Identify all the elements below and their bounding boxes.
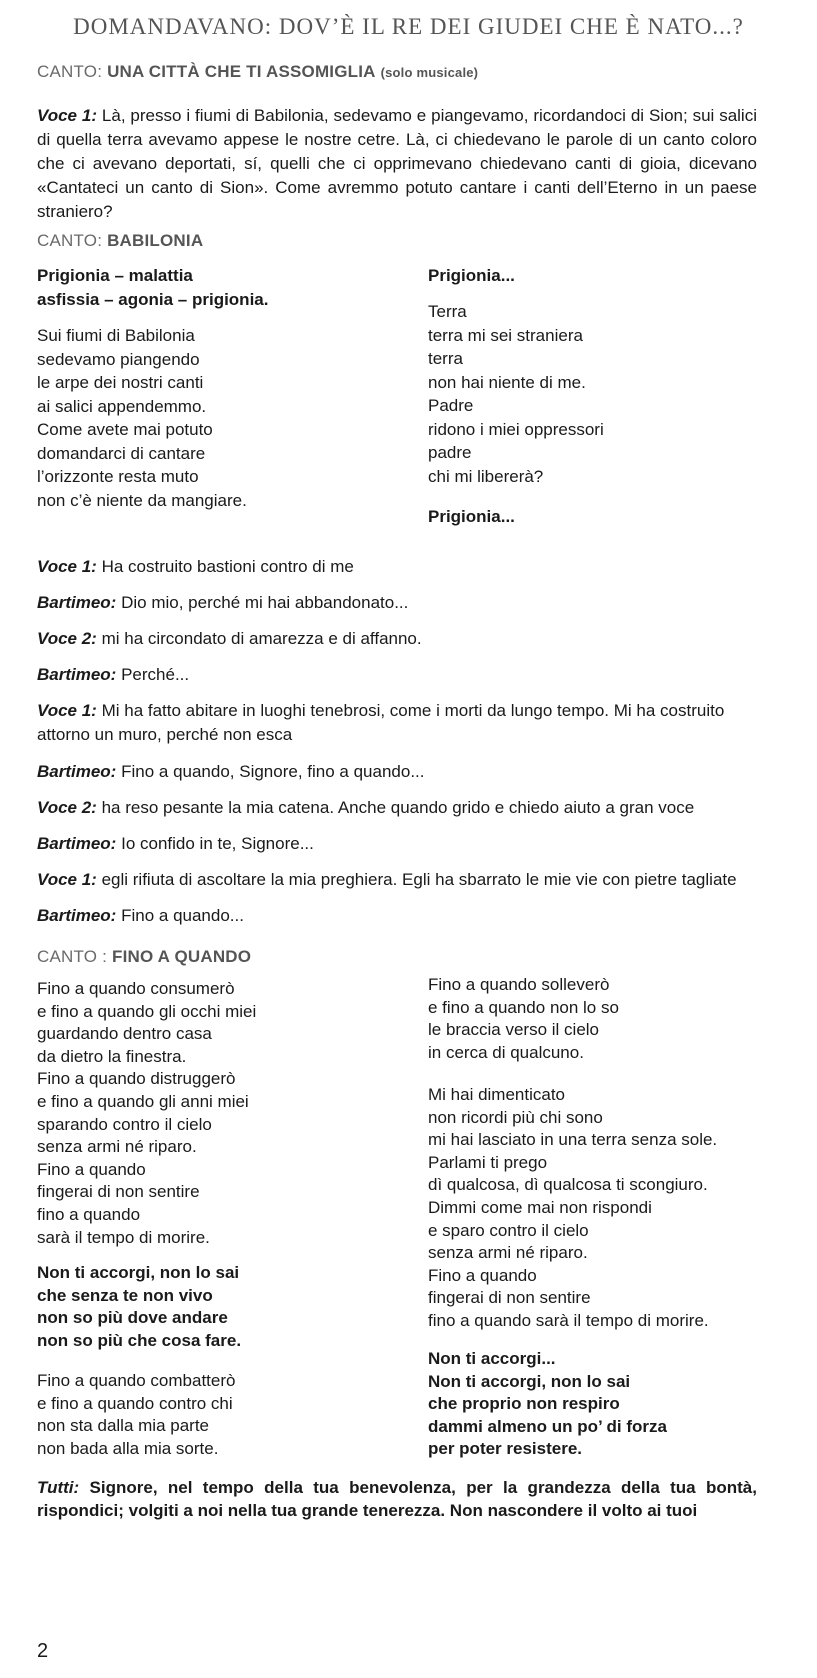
speaker-label: Bartimeo: xyxy=(37,834,117,853)
canto-name: FINO A QUANDO xyxy=(111,947,252,966)
lyric-line: Fino a quando distruggerò xyxy=(37,1069,236,1089)
dialogue-line xyxy=(37,796,777,820)
dialogue-line xyxy=(37,663,777,687)
lyric-line: e fino a quando gli anni miei xyxy=(37,1091,249,1111)
lyric-line: dammi almeno un po’ di forza xyxy=(428,1416,667,1436)
dialogue-line xyxy=(37,699,762,747)
lyric-line: che senza te non vivo xyxy=(37,1285,213,1305)
speaker-text: Mi ha fatto abitare in luoghi tenebrosi, come i morti da lungo tempo. Mi ha costruito attorno un muro, perché non esca xyxy=(37,701,725,744)
lyric-line: non c’è niente da mangiare. xyxy=(37,490,247,510)
lyric-line: non so più che cosa fare. xyxy=(37,1330,242,1350)
page-number: 2 xyxy=(37,1640,49,1662)
lyric-line: Non ti accorgi, non lo sai xyxy=(428,1371,631,1391)
dialogue-line xyxy=(37,868,777,892)
lyric-line: fingerai di non sentire xyxy=(37,1182,200,1202)
lyric-line: che proprio non respiro xyxy=(428,1394,620,1414)
lyric-line: e fino a quando gli occhi miei xyxy=(37,1001,257,1021)
canto-name: UNA CITTÀ CHE TI ASSOMIGLIA xyxy=(107,62,376,81)
canto-heading-2 xyxy=(37,231,203,251)
lyric-line: chi mi libererà? xyxy=(428,466,544,486)
lyric-line: l’orizzonte resta muto xyxy=(37,467,199,486)
lyric-line: fino a quando xyxy=(37,1204,141,1224)
canto-note: (solo musicale) xyxy=(380,65,479,80)
speaker-label: Voce 1: xyxy=(37,106,98,125)
lyric-line: Non ti accorgi... xyxy=(428,1349,556,1368)
lyric-line: sparando contro il cielo xyxy=(37,1114,212,1134)
speaker-text: egli rifiuta di ascoltare la mia preghiera. Egli ha sbarrato le mie vie con pietre tagliate xyxy=(101,870,737,889)
speaker-label: Bartimeo: xyxy=(37,593,117,612)
speaker-label: Voce 2: xyxy=(37,629,97,648)
canto-heading-3 xyxy=(37,947,251,967)
lyric-line: Fino a quando xyxy=(428,1265,537,1285)
speaker-label: Bartimeo: xyxy=(37,762,117,781)
fino-right-verse-1 xyxy=(428,974,788,1064)
lyric-line: non ricordi più chi sono xyxy=(428,1107,603,1127)
babilonia-right-verse xyxy=(428,300,788,488)
lyric-line: terra mi sei straniera xyxy=(428,325,583,345)
lyric-line: Dimmi come mai non rispondi xyxy=(428,1197,652,1217)
lyric-line: terra xyxy=(428,349,463,368)
lyric-line: non sta dalla mia parte xyxy=(37,1416,209,1436)
lyric-line: Fino a quando consumerò xyxy=(37,979,235,998)
page-title: DOMANDAVANO: DOV’È IL RE DEI GIUDEI CHE È NATO...? xyxy=(73,14,744,39)
fino-left-verse-2 xyxy=(37,1370,397,1460)
fino-left-refrain xyxy=(37,1262,397,1352)
lyric-line: senza armi né riparo. xyxy=(428,1243,588,1263)
dialogue-line xyxy=(37,555,777,579)
dialogue-line xyxy=(37,904,777,928)
speaker-text: Fino a quando, Signore, fino a quando... xyxy=(121,762,425,781)
babilonia-right-refrain-bottom xyxy=(428,505,788,529)
lyric-line: Non ti accorgi, non lo sai xyxy=(37,1263,240,1282)
lyric-line: per poter resistere. xyxy=(428,1439,583,1459)
speaker-label: Tutti: xyxy=(37,1478,80,1497)
lyric-line: Prigionia... xyxy=(428,507,515,526)
speaker-text: Là, presso i fiumi di Babilonia, sedevamo e piangevamo, ricordandoci di Sion; sui salici di quella terra avevamo appese le nostre cetre. Là, ci chiedevano le parole di un canto coloro che ci avevano deportati, sí, quelli che ci opprimevano chiedevano canti di gioia, dicevano «Cantateci un canto di Sion». Come avremmo potuto cantare i canti dell’Eterno in un paese straniero? xyxy=(37,106,757,221)
fino-right-refrain xyxy=(428,1348,788,1461)
lyric-line: Fino a quando solleverò xyxy=(428,975,610,994)
lyric-line: da dietro la finestra. xyxy=(37,1046,187,1066)
lyric-line: Parlami ti prego xyxy=(428,1152,548,1172)
lyric-line: e sparo contro il cielo xyxy=(428,1220,589,1240)
lyric-line: senza armi né riparo. xyxy=(37,1137,197,1157)
canto-prefix: CANTO : xyxy=(37,947,108,966)
speaker-label: Voce 1: xyxy=(37,557,97,576)
lyric-line: Prigionia – malattia xyxy=(37,266,193,285)
lyric-line: fino a quando sarà il tempo di morire. xyxy=(428,1310,709,1330)
fino-right-verse-2 xyxy=(428,1084,788,1333)
lyric-line: fingerai di non sentire xyxy=(428,1288,591,1308)
canto-name: BABILONIA xyxy=(107,231,204,250)
lyric-line: non hai niente di me. xyxy=(428,372,586,392)
speaker-text: Perché... xyxy=(121,665,190,684)
babilonia-left-verse xyxy=(37,324,397,512)
speaker-text: Fino a quando... xyxy=(121,906,244,925)
lyric-line: Mi hai dimenticato xyxy=(428,1085,566,1104)
lyric-line: mi hai lasciato in una terra senza sole. xyxy=(428,1130,718,1150)
speaker-text: ha reso pesante la mia catena. Anche quando grido e chiedo aiuto a gran voce xyxy=(101,798,695,817)
lyric-line: le arpe dei nostri canti xyxy=(37,373,204,392)
lyric-line: Fino a quando combatterò xyxy=(37,1371,236,1390)
lyric-line: sedevamo piangendo xyxy=(37,349,200,369)
babilonia-right-refrain-top xyxy=(428,264,788,288)
speaker-text: Ha costruito bastioni contro di me xyxy=(101,557,354,576)
dialogue-line xyxy=(37,627,777,651)
speaker-label: Bartimeo: xyxy=(37,906,117,925)
lyric-line: asfissia – agonia – prigionia. xyxy=(37,289,269,309)
lyric-line: e fino a quando contro chi xyxy=(37,1393,233,1413)
lyric-line: ridono i miei oppressori xyxy=(428,419,604,439)
speaker-label: Voce 2: xyxy=(37,798,97,817)
lyric-line: sarà il tempo di morire. xyxy=(37,1227,210,1247)
fino-left-verse-1 xyxy=(37,978,397,1249)
dialogue-line xyxy=(37,591,777,615)
speaker-label: Voce 1: xyxy=(37,870,97,889)
lyric-line: Sui fiumi di Babilonia xyxy=(37,326,195,345)
lyric-line: Terra xyxy=(428,302,467,321)
dialogue-line xyxy=(37,760,777,784)
speaker-label: Bartimeo: xyxy=(37,665,117,684)
lyric-line: Come avete mai potuto xyxy=(37,420,213,439)
speaker-text: Dio mio, perché mi hai abbandonato... xyxy=(121,593,409,612)
closing-paragraph xyxy=(37,1476,757,1522)
speaker-text: mi ha circondato di amarezza e di affanno. xyxy=(101,629,422,648)
lyric-line: domandarci di cantare xyxy=(37,443,206,463)
canto-prefix: CANTO: xyxy=(37,62,103,81)
babilonia-left-refrain xyxy=(37,264,397,311)
dialogue-line xyxy=(37,832,777,856)
lyric-line: dì qualcosa, dì qualcosa ti scongiuro. xyxy=(428,1175,708,1195)
lyric-line: ai salici appendemmo. xyxy=(37,396,207,416)
lyric-line: non so più dove andare xyxy=(37,1308,228,1328)
lyric-line: le braccia verso il cielo xyxy=(428,1020,600,1040)
canto-prefix: CANTO: xyxy=(37,231,103,250)
lyric-line: e fino a quando non lo so xyxy=(428,997,619,1017)
speaker-text: Io confido in te, Signore... xyxy=(121,834,314,853)
lyric-line: guardando dentro casa xyxy=(37,1024,212,1044)
canto-heading-1 xyxy=(37,62,478,82)
lyric-line: Padre xyxy=(428,396,474,415)
speaker-label: Voce 1: xyxy=(37,701,97,720)
lyric-line: Fino a quando xyxy=(37,1159,146,1179)
lyric-line: padre xyxy=(428,443,472,462)
lyric-line: non bada alla mia sorte. xyxy=(37,1438,219,1458)
lyric-line: Prigionia... xyxy=(428,266,515,285)
intro-paragraph xyxy=(37,104,757,224)
lyric-line: in cerca di qualcuno. xyxy=(428,1042,584,1062)
speaker-text: Signore, nel tempo della tua benevolenza, per la grandezza della tua bontà, rispondici; volgiti a noi nella tua grande tenerezza. Non nascondere il volto ai tuoi xyxy=(37,1478,757,1520)
